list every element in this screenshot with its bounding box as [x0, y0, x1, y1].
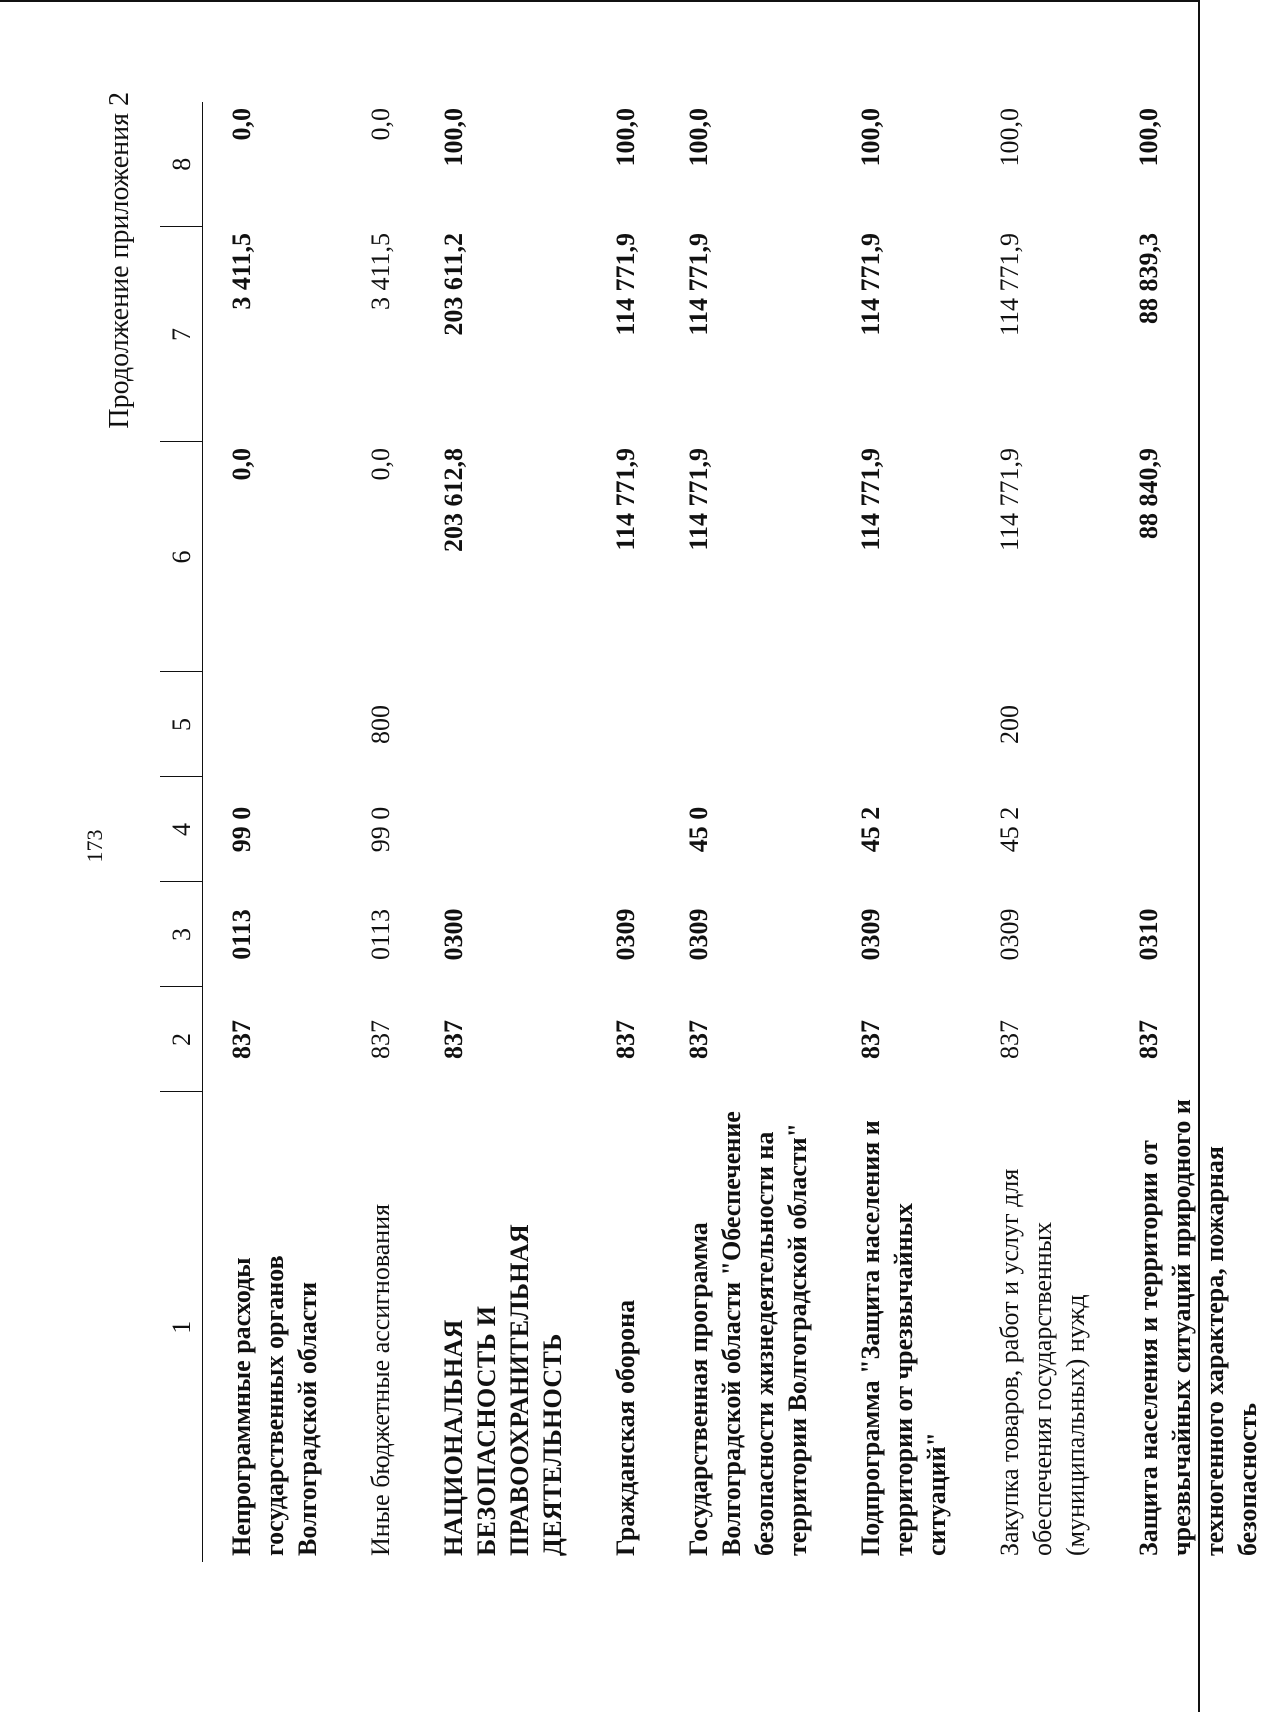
cell-percent: 100,0 — [995, 108, 1024, 167]
cell-actual: 114 771,9 — [856, 233, 885, 336]
cell-plan: 203 612,8 — [439, 448, 468, 552]
column-header: 7 — [160, 227, 203, 442]
page-number: 173 — [82, 829, 107, 863]
cell-code: 837 — [611, 1020, 640, 1059]
row-name: Иные бюджетные ассигнования — [366, 1203, 395, 1556]
cell-actual: 3 411,5 — [366, 233, 395, 311]
cell-code: 837 — [366, 1020, 395, 1059]
cell-code: 837 — [856, 1020, 885, 1059]
cell-actual: 3 411,5 — [227, 233, 256, 310]
cell-actual: 114 771,9 — [684, 233, 713, 336]
row-name: Непрограммные расходы государственных органов Волгоградской области — [227, 1255, 322, 1556]
cell-section: 0309 — [684, 908, 713, 961]
cell-type — [1110, 672, 1282, 777]
cell-percent: 0,0 — [366, 108, 395, 141]
cell-plan: 0,0 — [366, 448, 395, 481]
cell-code: 837 — [684, 1020, 713, 1059]
cell-plan: 114 771,9 — [684, 448, 713, 551]
cell-target: 99 0 — [366, 806, 395, 853]
cell-target: 45 2 — [995, 806, 1024, 853]
cell-percent: 100,0 — [439, 108, 468, 167]
row-name: Гражданская оборона — [611, 1299, 640, 1556]
cell-section: 0310 — [1134, 908, 1163, 961]
table-row — [415, 102, 587, 1562]
cell-target: 99 0 — [227, 806, 256, 853]
row-name: НАЦИОНАЛЬНАЯ БЕЗОПАСНОСТЬ И ПРАВООХРАНИТЕЛЬНАЯ ДЕЯТЕЛЬНОСТЬ — [439, 1224, 567, 1556]
column-header: 3 — [160, 882, 203, 987]
cell-type — [203, 672, 343, 777]
cell-type: 200 — [995, 705, 1024, 744]
cell-section: 0300 — [439, 908, 468, 961]
cell-type — [587, 672, 660, 777]
column-header: 1 — [160, 1092, 203, 1562]
cell-target — [1110, 777, 1282, 882]
cell-plan: 0,0 — [227, 448, 256, 481]
table-row — [203, 102, 343, 1562]
cell-target: 45 0 — [684, 806, 713, 853]
cell-target: 45 2 — [856, 806, 885, 853]
cell-target — [415, 777, 587, 882]
cell-section: 0113 — [366, 908, 395, 961]
continuation-note: Продолжение приложения 2 — [104, 92, 135, 429]
cell-section: 0309 — [995, 908, 1024, 961]
cell-percent: 100,0 — [856, 108, 885, 167]
cell-percent: 100,0 — [684, 108, 713, 167]
cell-percent: 0,0 — [227, 108, 256, 141]
cell-type: 800 — [366, 705, 395, 744]
table-row — [342, 102, 415, 1562]
column-header: 5 — [160, 672, 203, 777]
cell-code: 837 — [227, 1020, 256, 1059]
row-name: Подпрограмма "Защита населения и территории от чрезвычайных ситуаций" — [856, 1120, 951, 1556]
cell-plan: 114 771,9 — [611, 448, 640, 551]
budget-table — [160, 102, 1282, 1562]
cell-section: 0113 — [227, 909, 256, 960]
cell-code: 837 — [439, 1020, 468, 1059]
column-header: 6 — [160, 442, 203, 672]
cell-actual: 114 771,9 — [611, 233, 640, 336]
row-name: Защита населения и территории от чрезвычайных ситуаций природного и техногенного характера, пожарная безопасность — [1134, 1099, 1262, 1556]
row-name: Закупка товаров, работ и услуг для обеспечения государственных (муниципальных) нужд — [995, 1168, 1090, 1556]
table-row — [660, 102, 832, 1562]
cell-type — [415, 672, 587, 777]
table-header-row — [160, 102, 203, 1562]
cell-section: 0309 — [856, 908, 885, 961]
cell-percent: 100,0 — [1134, 108, 1163, 167]
cell-section: 0309 — [611, 908, 640, 961]
row-name: Государственная программа Волгоградской области "Обеспечение безопасности жизнедеятельности на территории Волгоградской области" — [684, 1111, 812, 1556]
cell-actual: 114 771,9 — [995, 233, 1024, 337]
cell-percent: 100,0 — [611, 108, 640, 167]
cell-plan: 114 771,9 — [995, 448, 1024, 552]
table-row — [587, 102, 660, 1562]
cell-type — [660, 672, 832, 777]
table-row — [832, 102, 971, 1562]
cell-actual: 88 839,3 — [1134, 233, 1163, 324]
table-row — [1110, 102, 1282, 1562]
cell-plan: 88 840,9 — [1134, 448, 1163, 539]
column-header: 4 — [160, 777, 203, 882]
cell-target — [587, 777, 660, 882]
table-row — [971, 102, 1110, 1562]
column-header: 2 — [160, 987, 203, 1092]
cell-code: 837 — [995, 1020, 1024, 1059]
cell-code: 837 — [1134, 1020, 1163, 1059]
column-header: 8 — [160, 102, 203, 227]
cell-plan: 114 771,9 — [856, 448, 885, 551]
cell-actual: 203 611,2 — [439, 233, 468, 336]
cell-type — [832, 672, 971, 777]
